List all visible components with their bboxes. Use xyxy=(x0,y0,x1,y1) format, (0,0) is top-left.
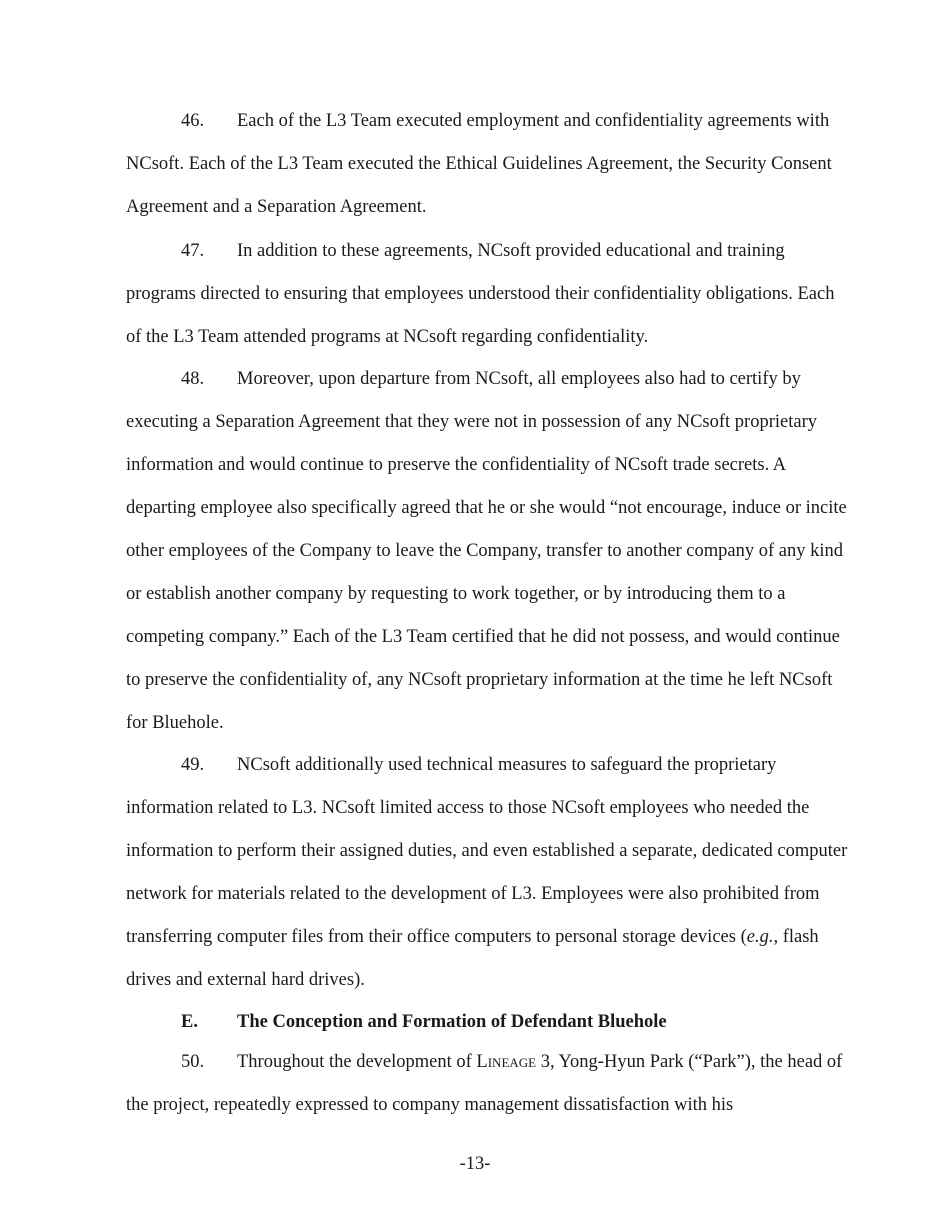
paragraph-text: 3, Yong-Hyun Park (“Park”), the head of the project, repeatedly expressed to company management dissatisfaction with his xyxy=(126,1052,843,1115)
paragraph-47 xyxy=(126,230,854,359)
paragraph-text: Each of the L3 Team executed employment and confidentiality agreements with NCsoft. Each of the L3 Team executed the Ethical Guidelines Agreement, the Security Consent Agreement and a Separation Agreement. xyxy=(126,111,832,217)
paragraph-49 xyxy=(126,744,854,1002)
section-title: The Conception and Formation of Defendant Bluehole xyxy=(237,1012,667,1032)
paragraph-text: Moreover, upon departure from NCsoft, all employees also had to certify by executing a Separation Agreement that they were not in possession of any NCsoft proprietary information and would continue to preserve the confidentiality of NCsoft trade secrets. A departing employee also specifically agreed that he or she would “not encourage, induce or incite other employees of the Company to leave the Company, transfer to another company of any kind or establish another company by requesting to work together, or by introducing them to a competing company.” Each of the L3 Team certified that he did not possess, and would continue to preserve the confidentiality of, any NCsoft proprietary information at the time he left NCsoft for Bluehole. xyxy=(126,369,847,733)
page-number: -13- xyxy=(459,1154,491,1174)
paragraph-46 xyxy=(126,100,854,229)
paragraph-text-smallcaps: Lineage xyxy=(476,1052,537,1072)
section-letter: E. xyxy=(181,1012,198,1032)
paragraph-text-italic: e.g. xyxy=(746,927,774,947)
paragraph-50 xyxy=(126,1041,854,1127)
paragraph-48 xyxy=(126,358,854,745)
paragraph-text: NCsoft additionally used technical measures to safeguard the proprietary information related to L3. NCsoft limited access to those NCsoft employees who needed the information to perform their assigned duties, and even established a separate, dedicated computer network for materials related to the development of L3. Employees were also prohibited from transferring computer files from their office computers to personal storage devices ( xyxy=(126,755,848,947)
paragraph-text: Throughout the development of xyxy=(237,1052,477,1072)
paragraph-text: In addition to these agreements, NCsoft provided educational and training programs directed to ensuring that employees understood their confidentiality obligations. Each of the L3 Team attended programs at NCsoft regarding confidentiality. xyxy=(126,241,835,347)
paragraph-number: 48. xyxy=(181,369,205,389)
section-heading xyxy=(181,1008,667,1036)
paragraph-number: 49. xyxy=(181,755,205,775)
paragraph-number: 50. xyxy=(181,1052,205,1072)
paragraph-number: 47. xyxy=(181,241,205,261)
paragraph-text: , flash drives and external hard drives). xyxy=(126,927,819,990)
paragraph-number: 46. xyxy=(181,111,205,131)
